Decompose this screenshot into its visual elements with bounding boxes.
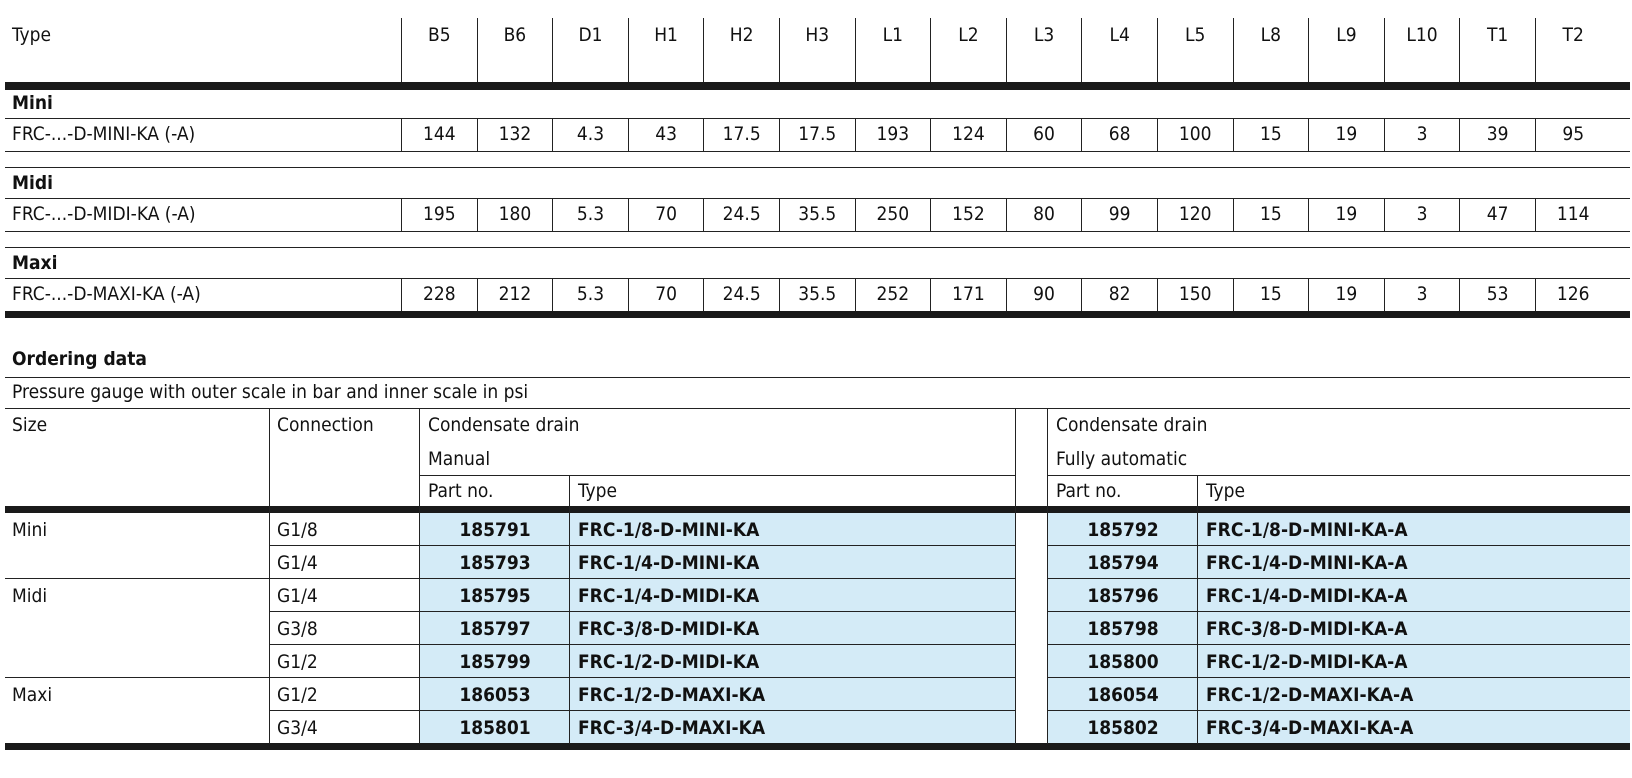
connection-cell: G1/2 (277, 684, 318, 706)
column-header: L3 (1006, 18, 1082, 82)
row-divider (5, 578, 1015, 579)
column-header: L2 (930, 18, 1006, 82)
row-divider (5, 377, 1630, 378)
column-header: L10 (1384, 18, 1460, 82)
column-header: L5 (1157, 18, 1233, 82)
manual-part-no-header: Part no. (428, 480, 494, 502)
manual-part-number: 185801 (459, 717, 531, 739)
column-header: D1 (552, 18, 628, 82)
dimension-value: 82 (1081, 279, 1157, 311)
row-divider (1047, 677, 1630, 678)
column-header: H3 (779, 18, 855, 82)
dimensions-header-row (5, 18, 1630, 82)
auto-part-no-header: Part no. (1056, 480, 1122, 502)
column-divider (569, 475, 570, 744)
manual-drain-header: Condensate drain (428, 414, 580, 436)
auto-drain-subheader: Fully automatic (1056, 448, 1188, 470)
row-divider (5, 231, 1630, 232)
row-divider (269, 611, 1015, 612)
row-divider (419, 475, 1015, 476)
manual-type-code: FRC-1/4-D-MINI-KA (578, 552, 760, 574)
table-bottom-border (5, 311, 1630, 318)
dimension-row (5, 279, 1630, 311)
connection-cell: G1/4 (277, 585, 318, 607)
auto-part-number: 186054 (1087, 684, 1159, 706)
connection-cell: G1/2 (277, 651, 318, 673)
dimension-value: 95 (1535, 119, 1611, 151)
dimension-value: 132 (477, 119, 553, 151)
dimension-value: 17.5 (703, 119, 779, 151)
dimension-value: 60 (1006, 119, 1082, 151)
dimension-value: 15 (1233, 199, 1309, 231)
dimension-value: 70 (628, 199, 704, 231)
dimension-value: 171 (930, 279, 1006, 311)
dimension-value: 3 (1384, 279, 1460, 311)
auto-part-number: 185798 (1087, 618, 1159, 640)
group-label: Maxi (12, 252, 58, 274)
dimension-row (5, 119, 1630, 151)
row-divider (1047, 644, 1630, 645)
dimension-value: 5.3 (552, 279, 628, 311)
dimension-value: 43 (628, 119, 704, 151)
connection-cell: G1/8 (277, 519, 318, 541)
column-divider (419, 408, 420, 744)
table-bottom-border (5, 743, 1630, 750)
auto-type-code: FRC-1/4-D-MIDI-KA-A (1206, 585, 1408, 607)
type-cell: FRC-...-D-MAXI-KA (-A) (12, 283, 201, 305)
dimension-value: 3 (1384, 199, 1460, 231)
column-header: L9 (1308, 18, 1384, 82)
column-divider (1015, 408, 1016, 744)
column-header: L4 (1081, 18, 1157, 82)
auto-part-number: 185796 (1087, 585, 1159, 607)
auto-type-header: Type (1206, 480, 1245, 502)
column-header: B5 (401, 18, 477, 82)
dimension-value: 126 (1535, 279, 1611, 311)
auto-type-code: FRC-1/2-D-MIDI-KA-A (1206, 651, 1408, 673)
manual-type-code: FRC-1/4-D-MIDI-KA (578, 585, 760, 607)
ordering-data-table (5, 345, 1630, 778)
group-label: Midi (12, 172, 53, 194)
dimension-value: 152 (930, 199, 1006, 231)
auto-part-number: 185802 (1087, 717, 1159, 739)
size-header: Size (12, 414, 48, 436)
manual-part-number: 186053 (459, 684, 531, 706)
manual-type-code: FRC-1/8-D-MINI-KA (578, 519, 760, 541)
column-divider (1197, 475, 1198, 744)
manual-type-code: FRC-1/2-D-MAXI-KA (578, 684, 766, 706)
header-divider (5, 82, 1630, 90)
header-divider (5, 506, 1630, 513)
dimension-value: 19 (1308, 279, 1384, 311)
dimension-value: 15 (1233, 119, 1309, 151)
auto-part-number: 185794 (1087, 552, 1159, 574)
dimension-value: 4.3 (552, 119, 628, 151)
row-divider (5, 247, 1630, 248)
dimension-value: 35.5 (779, 279, 855, 311)
row-divider (5, 408, 1630, 409)
dimension-value: 180 (477, 199, 553, 231)
ordering-title: Ordering data (12, 348, 147, 370)
dimension-value: 19 (1308, 119, 1384, 151)
dimension-value: 195 (401, 199, 477, 231)
row-divider (1047, 578, 1630, 579)
column-header: L8 (1233, 18, 1309, 82)
auto-part-number: 185792 (1087, 519, 1159, 541)
row-divider (1047, 710, 1630, 711)
type-cell: FRC-...-D-MIDI-KA (-A) (12, 203, 196, 225)
auto-type-code: FRC-3/4-D-MAXI-KA-A (1206, 717, 1414, 739)
manual-part-number: 185795 (459, 585, 531, 607)
dimension-value: 252 (855, 279, 931, 311)
connection-cell: G3/8 (277, 618, 318, 640)
row-divider (269, 644, 1015, 645)
row-divider (1047, 611, 1630, 612)
dimension-value: 150 (1157, 279, 1233, 311)
dimension-value: 19 (1308, 199, 1384, 231)
dimension-value: 114 (1535, 199, 1611, 231)
row-divider (1047, 475, 1630, 476)
row-divider (5, 167, 1630, 168)
manual-drain-subheader: Manual (428, 448, 491, 470)
dimension-value: 120 (1157, 199, 1233, 231)
auto-part-number: 185800 (1087, 651, 1159, 673)
dimension-value: 193 (855, 119, 931, 151)
auto-type-code: FRC-1/8-D-MINI-KA-A (1206, 519, 1408, 541)
manual-part-number: 185793 (459, 552, 531, 574)
dimension-value: 250 (855, 199, 931, 231)
dimension-value: 39 (1459, 119, 1535, 151)
column-header: H2 (703, 18, 779, 82)
row-divider (1047, 545, 1630, 546)
dimension-value: 144 (401, 119, 477, 151)
connection-header: Connection (277, 414, 374, 436)
manual-part-number: 185791 (459, 519, 531, 541)
manual-type-code: FRC-1/2-D-MIDI-KA (578, 651, 760, 673)
dimension-value: 70 (628, 279, 704, 311)
column-divider (1047, 408, 1048, 744)
dimension-value: 15 (1233, 279, 1309, 311)
dimension-value: 35.5 (779, 199, 855, 231)
dimension-value: 90 (1006, 279, 1082, 311)
auto-type-code: FRC-1/2-D-MAXI-KA-A (1206, 684, 1414, 706)
dimension-value: 47 (1459, 199, 1535, 231)
manual-part-number: 185797 (459, 618, 531, 640)
ordering-subtitle: Pressure gauge with outer scale in bar and inner scale in psi (12, 381, 529, 403)
dimension-value: 53 (1459, 279, 1535, 311)
dimension-value: 3 (1384, 119, 1460, 151)
dimension-row (5, 199, 1630, 231)
row-divider (269, 545, 1015, 546)
connection-cell: G3/4 (277, 717, 318, 739)
column-header: Type (12, 24, 51, 46)
group-label: Mini (12, 92, 53, 114)
dimension-value: 100 (1157, 119, 1233, 151)
manual-type-code: FRC-3/4-D-MAXI-KA (578, 717, 766, 739)
column-header: B6 (477, 18, 553, 82)
dimension-value: 212 (477, 279, 553, 311)
manual-type-header: Type (578, 480, 617, 502)
auto-type-code: FRC-1/4-D-MINI-KA-A (1206, 552, 1408, 574)
manual-part-number: 185799 (459, 651, 531, 673)
column-header: T2 (1535, 18, 1611, 82)
dimension-value: 228 (401, 279, 477, 311)
row-divider (5, 677, 1015, 678)
auto-drain-header: Condensate drain (1056, 414, 1208, 436)
column-header: L1 (855, 18, 931, 82)
dimension-value: 99 (1081, 199, 1157, 231)
type-cell: FRC-...-D-MINI-KA (-A) (12, 123, 196, 145)
dimension-value: 124 (930, 119, 1006, 151)
size-cell: Maxi (12, 684, 53, 706)
row-divider (269, 710, 1015, 711)
auto-type-code: FRC-3/8-D-MIDI-KA-A (1206, 618, 1408, 640)
column-header: H1 (628, 18, 704, 82)
dimension-value: 5.3 (552, 199, 628, 231)
dimension-value: 68 (1081, 119, 1157, 151)
column-divider (269, 408, 270, 744)
column-header: T1 (1459, 18, 1535, 82)
manual-type-code: FRC-3/8-D-MIDI-KA (578, 618, 760, 640)
dimension-value: 24.5 (703, 199, 779, 231)
size-cell: Midi (12, 585, 48, 607)
dimension-value: 80 (1006, 199, 1082, 231)
dimension-value: 24.5 (703, 279, 779, 311)
row-divider (5, 151, 1630, 152)
size-cell: Mini (12, 519, 48, 541)
dimension-value: 17.5 (779, 119, 855, 151)
connection-cell: G1/4 (277, 552, 318, 574)
dimensions-table (5, 18, 1630, 333)
